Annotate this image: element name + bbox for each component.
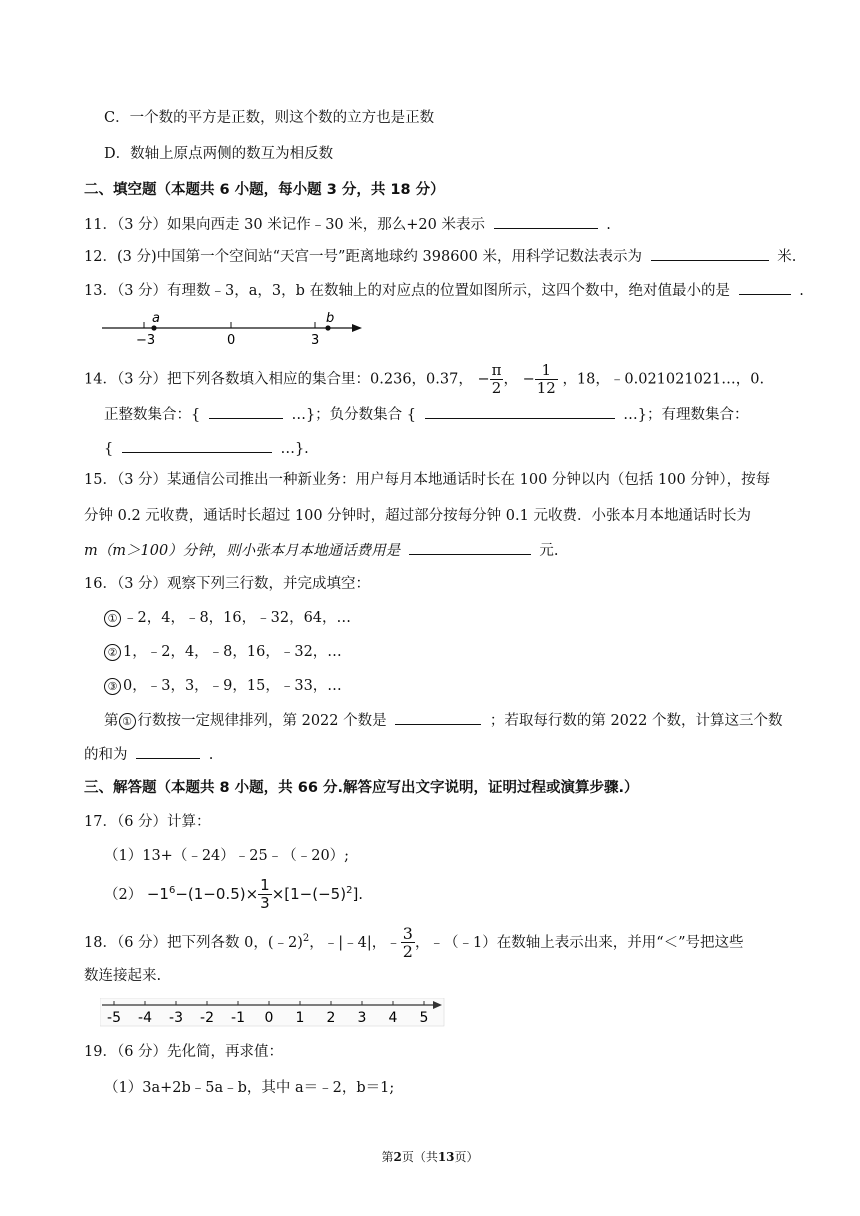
tick-label: 0 bbox=[264, 1010, 274, 1026]
tick-label: -4 bbox=[138, 1010, 152, 1026]
tick-label: 5 bbox=[419, 1010, 429, 1026]
point-a bbox=[151, 325, 156, 330]
page-footer bbox=[0, 1148, 860, 1165]
arrow-head-icon bbox=[352, 324, 362, 332]
q13-end: . bbox=[799, 283, 804, 299]
circled-3: ③ bbox=[104, 678, 121, 695]
circled-1: ① bbox=[104, 610, 121, 627]
question-14-sets bbox=[104, 404, 748, 425]
positive-integer-set-label: 正整数集合：{ bbox=[104, 407, 201, 423]
q13-text: 13．（3 分）有理数﹣3，a，3，b 在数轴上的对应点的位置如图所示，这四个数中，绝对值最小的是 bbox=[84, 283, 731, 299]
tick-label: -2 bbox=[200, 1010, 214, 1026]
q15-end: 元. bbox=[539, 543, 559, 559]
q15-text: m（m＞100）分钟，则小张本月本地通话费用是 bbox=[84, 543, 401, 559]
question-19: 19．（6 分）先化简，再求值： bbox=[84, 1044, 284, 1060]
question-11 bbox=[84, 214, 611, 235]
q14-text: 14．（3 分）把下列各数填入相应的集合里：0.236，0.37， bbox=[84, 371, 473, 388]
row-3-values: 0，﹣3，3，﹣9，15，﹣33，… bbox=[123, 678, 342, 694]
q18-text: 18．（6 分）把下列各数 0，(﹣2) bbox=[84, 934, 303, 951]
q11-text: 11．（3 分）如果向西走 30 米记作﹣30 米，那么+20 米表示 bbox=[84, 217, 485, 233]
section-heading-solutions: 三、解答题（本题共 8 小题，共 66 分.解答应写出文字说明，证明过程或演算步骤.） bbox=[84, 780, 639, 796]
footer-text: 页） bbox=[454, 1150, 479, 1164]
tick-label: 2 bbox=[326, 1010, 336, 1026]
footer-text: 第 bbox=[381, 1150, 394, 1164]
tick-label: 4 bbox=[388, 1010, 398, 1026]
answer-blank bbox=[395, 710, 481, 725]
q14-text-2: ，18，﹣0.021021021…，0. bbox=[562, 371, 765, 388]
footer-text: 页（共 bbox=[401, 1150, 438, 1164]
tick-label: -1 bbox=[231, 1010, 245, 1026]
option-d: D．数轴上原点两侧的数互为相反数 bbox=[104, 146, 334, 162]
section-heading-fill-in: 二、填空题（本题共 6 小题，每小题 3 分，共 18 分） bbox=[84, 182, 445, 198]
question-15-line-3 bbox=[84, 540, 559, 561]
label-3: 3 bbox=[311, 333, 320, 348]
question-14-sets-2 bbox=[104, 438, 309, 459]
question-16: 16．（3 分）观察下列三行数，并完成填空： bbox=[84, 576, 371, 592]
fraction-3-over-2: $\frac{3}{2}$ bbox=[402, 924, 413, 962]
sequence-row-3 bbox=[104, 676, 342, 696]
answer-blank bbox=[209, 404, 283, 419]
fraction-1-over-12: $\frac{1}{12}$ bbox=[536, 361, 556, 397]
label-0: 0 bbox=[227, 333, 236, 348]
tick-label: -5 bbox=[107, 1010, 121, 1026]
tick-label: 1 bbox=[295, 1010, 305, 1026]
row-2-values: 1，﹣2，4，﹣8，16，﹣32，… bbox=[123, 644, 342, 660]
circled-1: ① bbox=[119, 713, 136, 730]
question-18: 18．（6 分）把下列各数 0，(﹣2)$^2$，﹣|﹣4|，﹣ $\frac{3}{2}$ ，﹣（﹣1）在数轴上表示出来，并用“＜”号把这些 bbox=[84, 924, 744, 962]
label-minus3: −3 bbox=[136, 333, 156, 348]
rational-set-close: …}. bbox=[280, 441, 309, 457]
question-14: 14．（3 分）把下列各数填入相应的集合里：0.236，0.37， − $\frac{\pi}{2}$ ， − $\frac{1}{12}$ ，18，﹣0.021021021…，0. bbox=[84, 361, 765, 397]
q16-end: . bbox=[208, 747, 214, 763]
q12-end: 米. bbox=[777, 249, 797, 265]
rational-set-label: …}；有理数集合： bbox=[623, 407, 749, 423]
circled-2: ② bbox=[104, 644, 121, 661]
q11-end: . bbox=[606, 217, 611, 233]
tick-label: -3 bbox=[169, 1010, 183, 1026]
total-page-count: 13 bbox=[437, 1150, 455, 1164]
current-page-number: 2 bbox=[393, 1150, 402, 1164]
answer-blank bbox=[494, 214, 598, 229]
q16-text-3: ；若取每行数的第 2022 个数，计算这三个数 bbox=[489, 713, 783, 729]
question-17-part-1: （1）13+（﹣24）﹣25﹣（﹣20）; bbox=[104, 848, 350, 864]
sequence-row-2 bbox=[104, 642, 342, 662]
answer-blank bbox=[122, 438, 272, 453]
q16-text-2: 行数按一定规律排列，第 2022 个数是 bbox=[137, 713, 387, 729]
tick-label: 3 bbox=[357, 1010, 367, 1026]
question-17-part-2 bbox=[104, 874, 363, 912]
number-line-q18 bbox=[100, 998, 446, 1028]
question-15-line-1: 15．（3 分）某通信公司推出一种新业务：用户每月本地通话时长在 100 分钟以内（包括 100 分钟），按每 bbox=[84, 472, 771, 488]
question-12 bbox=[84, 246, 796, 267]
negative-fraction-set-label: …}；负分数集合 { bbox=[291, 407, 417, 423]
q18-text-2: ，﹣|﹣4|，﹣ bbox=[309, 934, 401, 951]
question-16-sum bbox=[84, 744, 213, 765]
question-15-line-2: 分钟 0.2 元收费，通话时长超过 100 分钟时，超过部分按每分钟 0.1 元收费．小张本月本地通话时长为 bbox=[84, 508, 751, 524]
row-1-values: ﹣2，4，﹣8，16，﹣32，64，… bbox=[123, 610, 352, 626]
number-line-q13 bbox=[100, 308, 370, 350]
answer-blank bbox=[136, 744, 200, 759]
question-18-line-2: 数连接起来. bbox=[84, 968, 162, 984]
q12-text: 12．(3 分)中国第一个空间站“天宫一号”距离地球约 398600 米，用科学记数法表示为 bbox=[84, 249, 642, 265]
answer-blank bbox=[425, 404, 615, 419]
q16-sum-text: 的和为 bbox=[84, 747, 128, 763]
question-17: 17．（6 分）计算： bbox=[84, 814, 211, 830]
q17-part-2-label: （2） bbox=[104, 887, 143, 903]
q17-expression: $-1^6-(1-0.5)\times$ $\frac{1}{3}$ $\times[1-(-5)^2]$. bbox=[146, 876, 364, 912]
fraction-pi-over-2: $\frac{\pi}{2}$ bbox=[491, 361, 502, 397]
q16-text: 第 bbox=[104, 713, 119, 729]
answer-blank bbox=[409, 540, 531, 555]
answer-blank bbox=[739, 280, 791, 295]
question-16-prompt bbox=[104, 710, 782, 731]
option-c: C．一个数的平方是正数，则这个数的立方也是正数 bbox=[104, 110, 435, 126]
point-b-label: b bbox=[326, 311, 335, 326]
point-a-label: a bbox=[152, 311, 160, 326]
rational-set-open: { bbox=[104, 441, 114, 457]
question-13 bbox=[84, 280, 804, 301]
q18-text-3: ，﹣（﹣1）在数轴上表示出来，并用“＜”号把这些 bbox=[414, 934, 744, 951]
answer-blank bbox=[651, 246, 769, 261]
sequence-row-1 bbox=[104, 608, 351, 628]
point-b bbox=[325, 325, 330, 330]
question-19-part-1: （1）3a+2b﹣5a﹣b，其中 a＝﹣2，b＝1; bbox=[104, 1080, 395, 1096]
